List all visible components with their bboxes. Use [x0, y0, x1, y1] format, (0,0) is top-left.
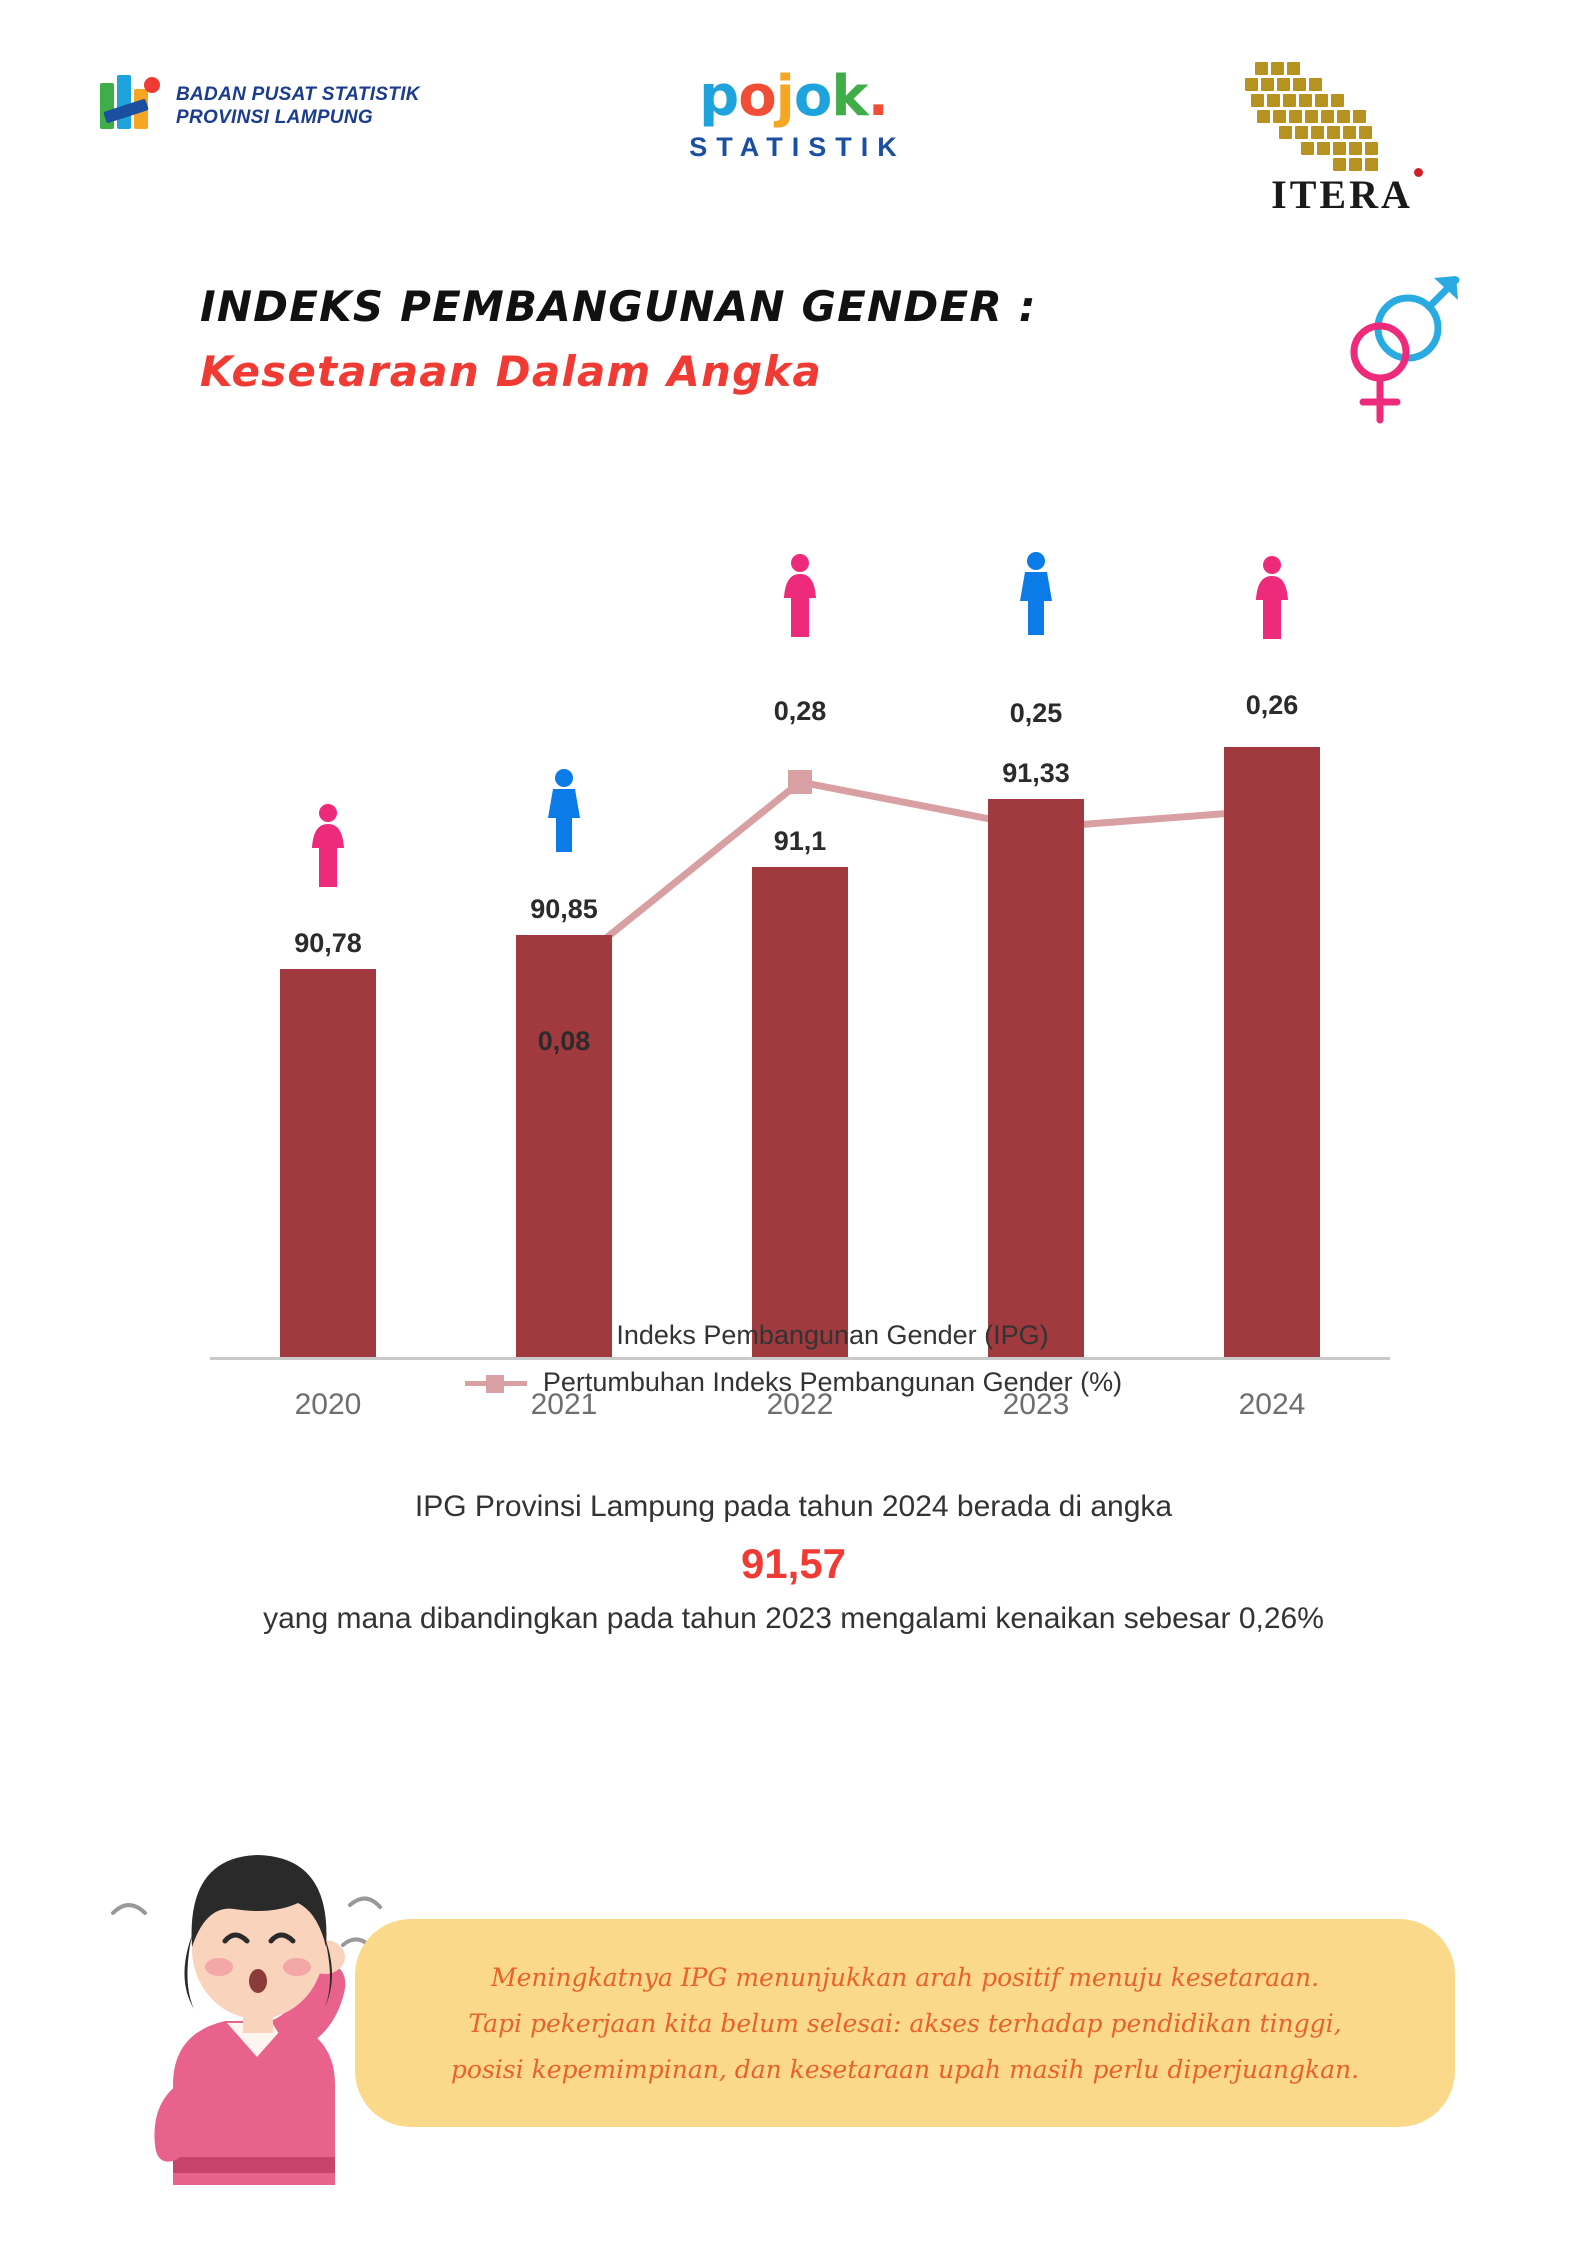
female-icon — [1251, 555, 1293, 639]
bps-logo-icon — [100, 75, 162, 137]
legend-label-ipg: Indeks Pembangunan Gender (IPG) — [616, 1320, 1049, 1350]
x-label-2023: 2023 — [1002, 1388, 1070, 1421]
growth-value-2021: 0,08 — [537, 1026, 591, 1056]
summary-line-2: yang mana dibandingkan pada tahun 2023 mengalami kenaikan sebesar 0,26% — [263, 1602, 1324, 1635]
bar-2021 — [516, 935, 612, 1357]
bar-2022 — [752, 867, 848, 1357]
legend-item-growth — [465, 1367, 1122, 1398]
bps-logo-text — [176, 83, 420, 129]
bar-value-2022: 91,1 — [773, 826, 827, 856]
growth-value-2023: 0,25 — [1009, 698, 1063, 728]
x-label-2020: 2020 — [294, 1388, 362, 1421]
bps-line-2: PROVINSI LAMPUNG — [176, 107, 373, 128]
pojok-statistik-logo — [681, 64, 906, 163]
note-line-2: Tapi pekerjaan kita belum selesai: akses terhadap pendidikan tinggi, — [468, 2009, 1342, 2038]
note-line-3: posisi kepemimpinan, dan kesetaraan upah masih perlu diperjuangkan. — [450, 2055, 1360, 2084]
bar-group-2023 — [918, 597, 1154, 1357]
bar-value-2021: 90,85 — [530, 894, 598, 924]
page-subtitle: Kesetaraan Dalam Angka — [200, 347, 823, 396]
title-block — [200, 282, 1400, 396]
bar-value-2023: 91,33 — [1002, 758, 1070, 788]
bar-2020 — [280, 969, 376, 1357]
legend-swatch-line-icon — [465, 1372, 527, 1394]
x-label-2024: 2024 — [1238, 1388, 1306, 1421]
male-icon — [543, 768, 585, 852]
legend-item-ipg — [538, 1320, 1048, 1351]
legend-label-growth: Pertumbuhan Indeks Pembangunan Gender (%) — [542, 1367, 1123, 1397]
female-icon — [307, 803, 349, 887]
summary-highlight-value: 91,57 — [740, 1540, 847, 1587]
bar-2024 — [1224, 747, 1320, 1357]
footer-note-block — [0, 1765, 1587, 2185]
itera-logo — [1237, 60, 1447, 218]
pojok-wordmark: pojok. — [699, 64, 888, 129]
itera-name: ITERA — [1271, 172, 1413, 217]
chart-legend — [0, 1320, 1587, 1398]
chart-plot-area — [210, 560, 1390, 1370]
bar-2023 — [988, 799, 1084, 1357]
summary-line-1: IPG Provinsi Lampung pada tahun 2024 berada di angka — [414, 1490, 1173, 1523]
legend-swatch-bar-icon — [538, 1325, 600, 1347]
page-title: INDEKS PEMBANGUNAN GENDER : — [200, 282, 1037, 331]
growth-value-2024: 0,26 — [1245, 690, 1299, 720]
bar-group-2022 — [682, 597, 918, 1357]
bar-series — [210, 597, 1390, 1357]
female-icon — [779, 553, 821, 637]
x-label-2021: 2021 — [530, 1388, 598, 1421]
bar-group-2024 — [1154, 597, 1390, 1357]
bar-value-2020: 90,78 — [294, 928, 362, 958]
note-line-1: Meningkatnya IPG menunjukkan arah positif menuju kesetaraan. — [490, 1963, 1320, 1992]
itera-accent-dot — [1414, 168, 1423, 177]
chart — [0, 540, 1587, 1440]
gender-symbol-icon — [1330, 260, 1480, 430]
page-header — [0, 40, 1587, 240]
bps-line-1: BADAN PUSAT STATISTIK — [176, 84, 420, 105]
bar-group-2021 — [446, 597, 682, 1357]
pojok-subtitle: STATISTIK — [689, 132, 906, 162]
bar-group-2020 — [210, 597, 446, 1357]
growth-value-2022: 0,28 — [773, 696, 827, 726]
note-bubble — [355, 1919, 1455, 2127]
male-icon — [1015, 551, 1057, 635]
summary-block — [0, 1490, 1587, 1636]
bps-logo — [100, 75, 420, 137]
x-label-2022: 2022 — [766, 1388, 834, 1421]
itera-logo-icon — [1237, 60, 1447, 175]
